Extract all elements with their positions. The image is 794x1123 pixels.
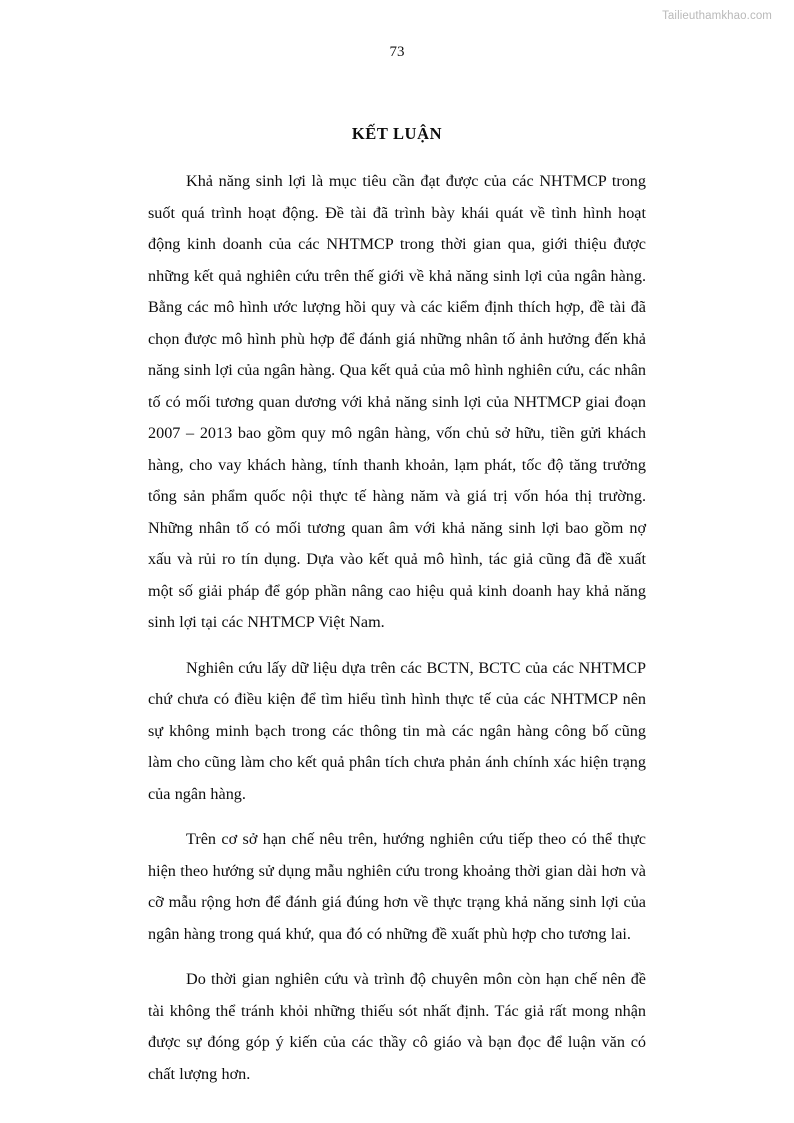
page-number: 73 [389, 44, 405, 60]
paragraph: Do thời gian nghiên cứu và trình độ chuyên môn còn hạn chế nên đề tài không thể tránh khỏi những thiếu sót nhất định. Tác giả rất mong nhận được sự đóng góp ý kiến của các thầy cô giáo và bạn đọc để luận văn có chất lượng hơn. [148, 970, 646, 1083]
paragraph: Trên cơ sở hạn chế nêu trên, hướng nghiên cứu tiếp theo có thể thực hiện theo hướng sử dụng mẫu nghiên cứu trong khoảng thời gian dài hơn và cỡ mẫu rộng hơn để đánh giá đúng hơn về thực trạng khả năng sinh lợi của ngân hàng trong quá khứ, qua đó có những đề xuất phù hợp cho tương lai. [148, 830, 646, 943]
site-watermark: Tailieuthamkhao.com [662, 10, 772, 22]
document-body [148, 124, 646, 1090]
paragraph: Nghiên cứu lấy dữ liệu dựa trên các BCTN, BCTC của các NHTMCP chứ chưa có điều kiện để tìm hiểu tình hình thực tế của các NHTMCP nên sự không minh bạch trong các thông tin mà các ngân hàng công bố cũng làm cho cũng làm cho kết quả phân tích chưa phản ánh chính xác hiện trạng của ngân hàng. [148, 658, 646, 803]
page-title: KẾT LUẬN [351, 124, 443, 143]
paragraph: Khả năng sinh lợi là mục tiêu cần đạt được của các NHTMCP trong suốt quá trình hoạt động. Đề tài đã trình bày khái quát về tình hình hoạt động kinh doanh của các NHTMCP trong thời gian qua, giới thiệu được những kết quả nghiên cứu trên thế giới về khả năng sinh lợi của ngân hàng. Bằng các mô hình ước lượng hồi quy và các kiểm định thích hợp, đề tài đã chọn được mô hình phù hợp để đánh giá những nhân tố ảnh hưởng đến khả năng sinh lợi của ngân hàng. Qua kết quả của mô hình nghiên cứu, các nhân tố có mối tương quan dương với khả năng sinh lợi của NHTMCP giai đoạn 2007 – 2013 bao gồm quy mô ngân hàng, vốn chủ sở hữu, tiền gửi khách hàng, cho vay khách hàng, tính thanh khoản, lạm phát, tốc độ tăng trưởng tổng sản phẩm quốc nội thực tế hàng năm và giá trị vốn hóa thị trường. Những nhân tố có mối tương quan âm với khả năng sinh lợi bao gồm nợ xấu và rủi ro tín dụng. Dựa vào kết quả mô hình, tác giả cũng đã đề xuất một số giải pháp để góp phần nâng cao hiệu quả kinh doanh hay khả năng sinh lợi tại các NHTMCP Việt Nam. [148, 172, 646, 631]
